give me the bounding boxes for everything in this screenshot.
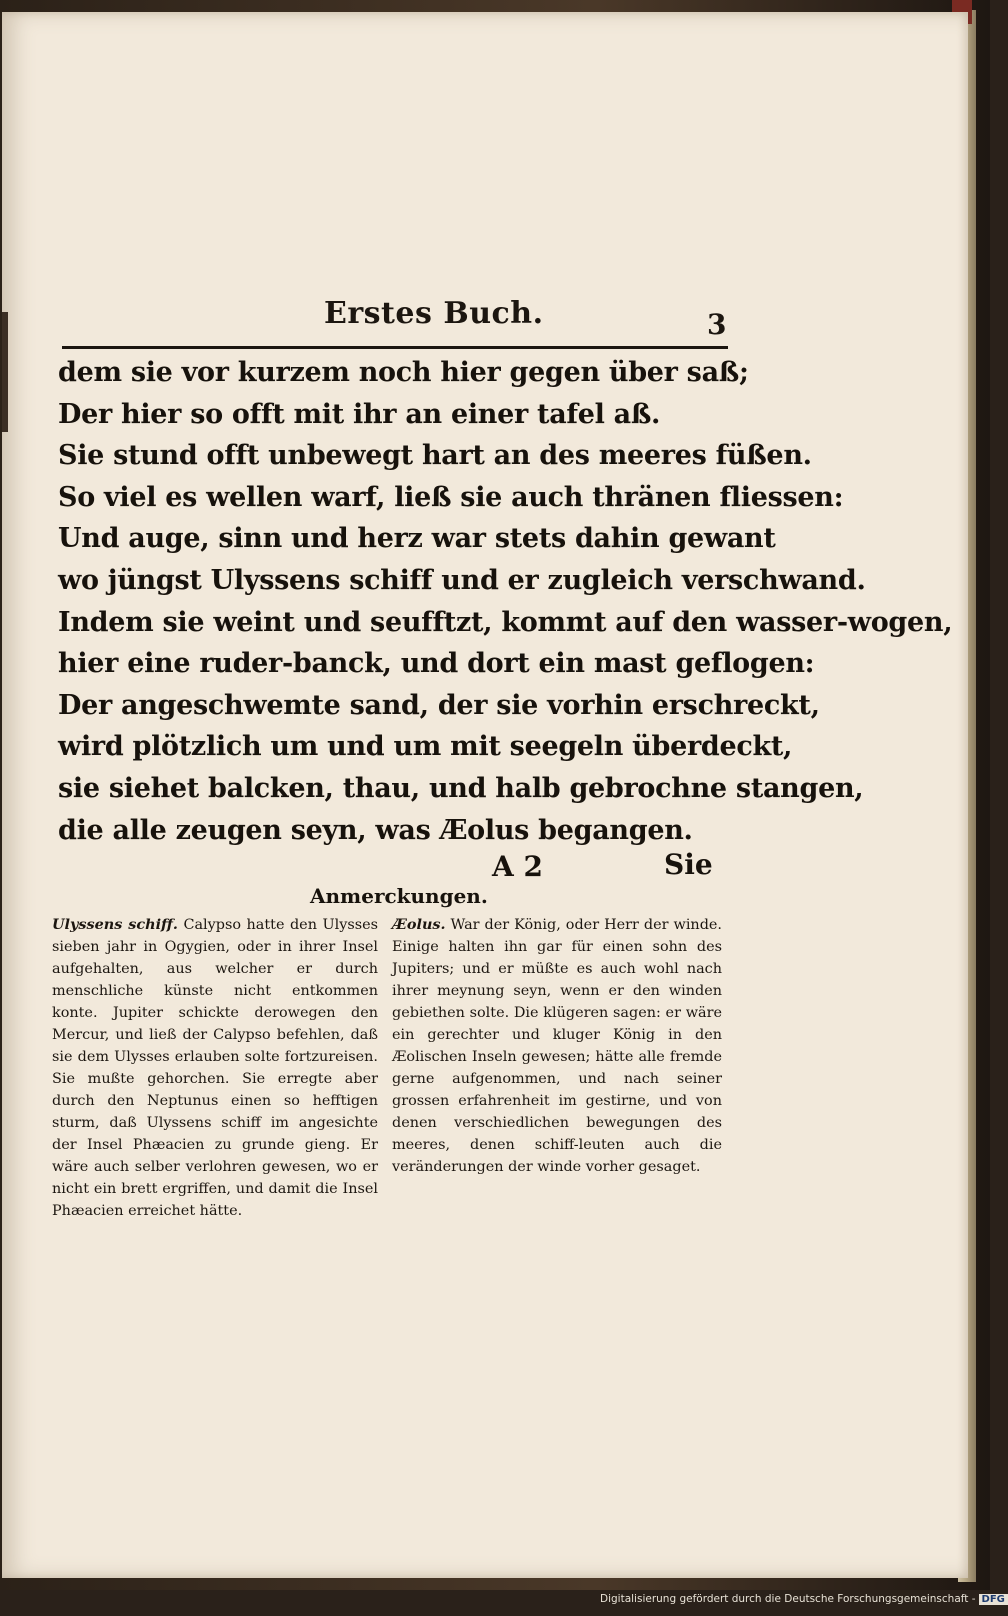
verse-text xyxy=(58,352,953,851)
verse-line: Der hier so offt mit ihr an einer tafel aß. xyxy=(58,398,661,430)
verse-line: dem sie vor kurzem noch hier gegen über saß; xyxy=(58,357,749,388)
note-lemma: Æolus. xyxy=(392,916,446,933)
note-lemma: Ulyssens schiff. xyxy=(52,916,178,933)
note-ulysses xyxy=(52,914,378,1222)
signature-mark: A 2 xyxy=(492,850,543,883)
digitization-credit xyxy=(600,1593,1005,1613)
verse-line: sie siehet balcken, thau, und halb gebrochne stangen, xyxy=(58,772,864,804)
credit-text: Digitalisierung gefördert durch die Deutsche Forschungsgemeinschaft - xyxy=(600,1593,976,1605)
verse-line: wo jüngst Ulyssens schiff und er zugleich verschwand. xyxy=(58,564,866,596)
verse-line: Indem sie weint und seufftzt, kommt auf den wasser-wogen, xyxy=(58,606,953,638)
verse-line: hier eine ruder-banck, und dort ein mast geflogen: xyxy=(58,648,815,680)
note-text: War der König, oder Herr der winde. Einige halten ihn gar für einen sohn des Jupiters; und er müßte es auch wohl nach ihrer meynung seyn, wenn er den winden gebiethen solte. Die klügeren sagen: er wäre ein gerechter und kluger König in den Æolischen Inseln gewesen; hätte alle fremde gerne aufgenommen, und nach seiner grossen erfahrenheit im gestirne, und von denen verschiedlichen bewegungen des meeres, denen schiff-leuten auch die veränderungen der winde vorher gesaget. xyxy=(392,917,722,1175)
verse-line: wird plötzlich um und um mit seegeln überdeckt, xyxy=(58,731,793,763)
page-number: 3 xyxy=(707,308,727,341)
verse-line: So viel es wellen warf, ließ sie auch thränen fliessen: xyxy=(58,481,844,513)
running-title: Erstes Buch. xyxy=(324,296,544,331)
verse-line: Sie stund offt unbewegt hart an des meeres füßen. xyxy=(58,440,812,472)
note-aeolus xyxy=(392,914,722,1178)
dfg-logo: DFG xyxy=(979,1594,1008,1605)
verse-line: Der angeschwemte sand, der sie vorhin erschreckt, xyxy=(58,689,820,721)
header-rule xyxy=(62,346,728,349)
binding-shadow xyxy=(2,312,8,432)
verse-line: Und auge, sinn und herz war stets dahin gewant xyxy=(58,523,776,555)
verse-line: die alle zeugen seyn, was Æolus begangen. xyxy=(58,814,693,846)
note-text: Calypso hatte den Ulysses sieben jahr in Ogygien, oder in ihrer Insel aufgehalten, aus welcher er durch menschliche künste nicht entkommen konte. Jupiter schickte derowegen den Mercur, und ließ der Calypso befehlen, daß sie dem Ulysses erlauben solte fortzureisen. Sie mußte gehorchen. Sie erregte aber durch den Neptunus einen so hefftigen sturm, daß Ulyssens schiff im angesichte der Insel Phæacien zu grunde gieng. Er wäre auch selber verlohren gewesen, wo er nicht ein brett ergriffen, und damit die Insel Phæacien erreichet hätte. xyxy=(52,917,378,1219)
page-header xyxy=(62,292,730,348)
notes-title: Anmerckungen. xyxy=(310,884,488,908)
catchword: Sie xyxy=(664,848,713,881)
